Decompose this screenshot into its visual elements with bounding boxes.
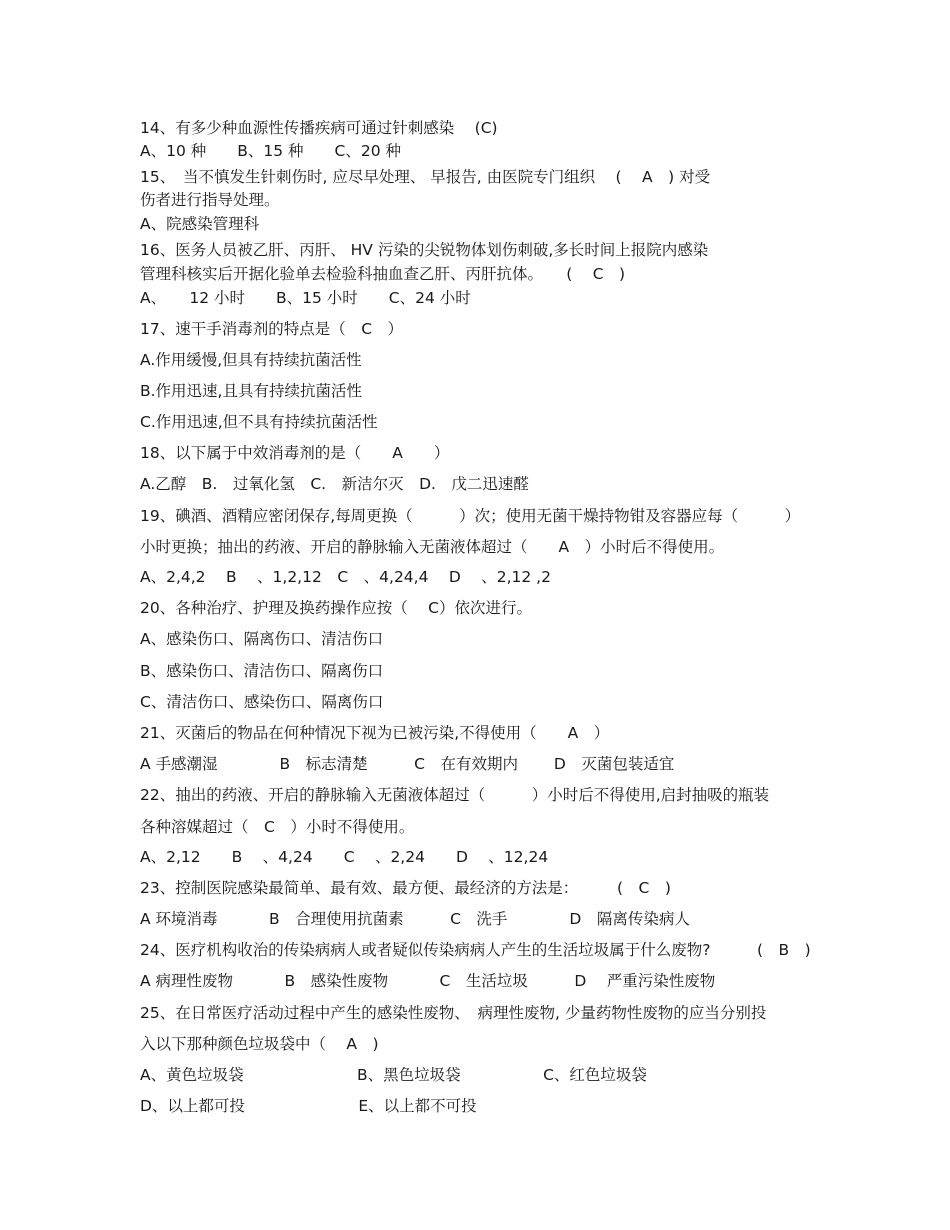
q21-options: A 手感潮湿 B 标志清楚 C 在有效期内 D 灭菌包装适宜 (140, 755, 675, 773)
q20-option-a: A、感染伤口、隔离伤口、清洁伤口 (140, 630, 384, 648)
q17-option-b: B.作用迅速,且具有持续抗菌活性 (140, 382, 362, 400)
q19-question-line2: 小时更换；抽出的药液、开启的静脉输入无菌液体超过（ A ）小时后不得使用。 (140, 538, 725, 556)
q22-options: A、2,12 B 、4,24 C 、2,24 D 、12,24 (140, 848, 549, 866)
q17-option-a: A.作用缓慢,但具有持续抗菌活性 (140, 351, 362, 369)
q18-options: A.乙醇 B. 过氧化氢 C. 新洁尔灭 D. 戊二迅速醛 (140, 475, 529, 493)
q19-options: A、2,4,2 B 、1,2,12 C 、4,24,4 D 、2,12 ,2 (140, 568, 551, 586)
q22-question-line1: 22、抽出的药液、开启的静脉输入无菌液体超过（ ）小时后不得使用,启封抽吸的瓶装 (140, 786, 770, 804)
q20-option-b: B、感染伤口、清洁伤口、隔离伤口 (140, 662, 384, 680)
q20-question: 20、各种治疗、护理及换药操作应按（ C）依次进行。 (140, 599, 532, 617)
q19-question-line1: 19、碘酒、酒精应密闭保存,每周更换（ ）次；使用无菌干燥持物钳及容器应每（ ） (140, 507, 801, 525)
q15-question-line1: 15、 当不慎发生针刺伤时, 应尽早处理、 早报告, 由医院专门组织 ( A ) 对受 (140, 168, 711, 186)
q20-option-c: C、清洁伤口、感染伤口、隔离伤口 (140, 693, 384, 711)
q25-question-line2: 入以下那种颜色垃圾袋中（ A ) (140, 1035, 379, 1053)
q24-options: A 病理性废物 B 感染性废物 C 生活垃圾 D 严重污染性废物 (140, 972, 716, 990)
q14-question: 14、有多少种血源性传播疾病可通过针刺感染 (C) (140, 119, 498, 137)
q24-question: 24、医疗机构收治的传染病病人或者疑似传染病病人产生的生活垃圾属于什么废物? ( B ) (140, 941, 811, 959)
q22-question-line2: 各种溶媒超过（ C ）小时不得使用。 (140, 818, 415, 836)
q15-option: A、院感染管理科 (140, 215, 260, 233)
q25-options-row1: A、黄色垃圾袋 B、黑色垃圾袋 C、红色垃圾袋 (140, 1066, 647, 1084)
q16-question-line2: 管理科核实后开据化验单去检验科抽血查乙肝、丙肝抗体。 ( C ) (140, 265, 626, 283)
q23-options: A 环境消毒 B 合理使用抗菌素 C 洗手 D 隔离传染病人 (140, 910, 690, 928)
q17-option-c: C.作用迅速,但不具有持续抗菌活性 (140, 413, 378, 431)
q25-question-line1: 25、在日常医疗活动过程中产生的感染性废物、 病理性废物, 少量药物性废物的应当分别投 (140, 1004, 767, 1022)
q16-options: A、 12 小时 B、15 小时 C、24 小时 (140, 289, 471, 307)
q15-question-line2: 伤者进行指导处理。 (140, 191, 280, 209)
q23-question: 23、控制医院感染最简单、最有效、最方便、最经济的方法是： ( C ) (140, 879, 671, 897)
q17-question: 17、速干手消毒剂的特点是（ C ） (140, 320, 404, 338)
q16-question-line1: 16、医务人员被乙肝、丙肝、 HV 污染的尖锐物体划伤刺破,多长时间上报院内感染 (140, 241, 709, 259)
q21-question: 21、灭菌后的物品在何种情况下视为已被污染,不得使用（ A ） (140, 724, 610, 742)
q14-options: A、10 种 B、15 种 C、20 种 (140, 142, 402, 160)
q25-options-row2: D、以上都可投 E、以上都不可投 (140, 1097, 477, 1115)
q18-question: 18、以下属于中效消毒剂的是（ A ） (140, 444, 450, 462)
